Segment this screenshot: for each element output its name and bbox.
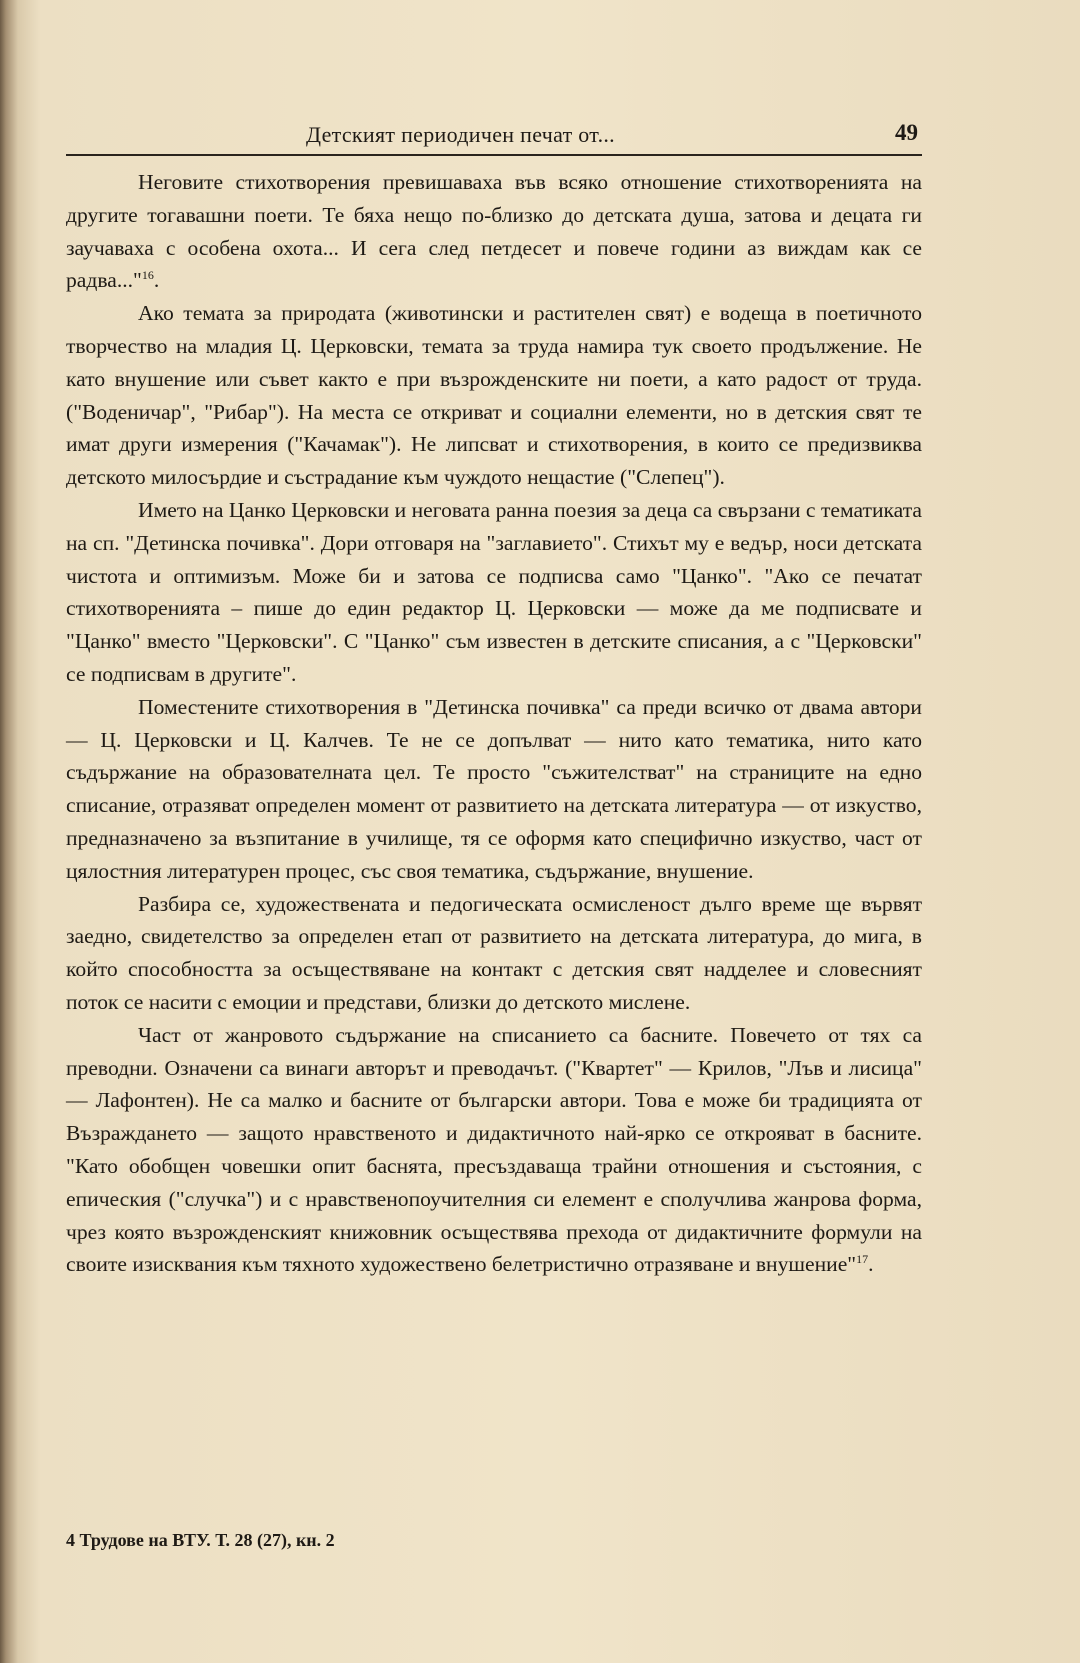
paragraph [66,166,922,297]
page-body [66,166,922,1281]
paragraph [66,691,922,888]
running-title: Детският периодичен печат от... [306,122,615,147]
paragraph-text: Поместените стихотворения в "Детинска почивка" са преди всичко от двама автори — Ц. Церковски и Ц. Калчев. Те не се допълват — нито като тематика, нито като съдържание на образователната цел. Те просто "съжителстват" на страниците на едно списание, отразяват определен момент от развитието на детската литература — от изкуство, предназначено за възпитание в училище, тя се оформя като специфично изкуство, част от цялостния литературен процес, със своя тематика, съдържание, внушение. [66,694,922,883]
paragraph [66,888,922,1019]
footnote-ref: 17 [856,1252,869,1267]
paragraph-text: Името на Цанко Церковски и неговата ранна поезия за деца са свързани с тематиката на сп. "Детинска почивка". Дори отговаря на "заглавието". Стихът му е ведър, носи детската чистота и оптимизъм. Може би и затова се подписва само "Цанко". "Ако се печатат стихотворенията – пише до един редактор Ц. Церковски — може да ме подписвате и "Цанко" вместо "Церковски". С "Цанко" съм известен в детските списания, а с "Церковски" се подписвам в другите". [66,497,922,686]
paragraph [66,1019,922,1281]
page-header [66,118,922,156]
paragraph-text: Част от жанровото съдържание на списанието са басните. Повечето от тях са преводни. Означени са винаги авторът и преводачът. ("Квартет" — Крилов, "Лъв и лисица" — Лафонтен). Не са малко и басните от български автори. Това е може би традицията от Възраждането — защото нравственото и дидактичното най-ярко се открояват в басните. "Като обобщен човешки опит баснята, пресъздаваща трайни отношения и състояния, с епическия ("случка") и с нравственопоучителния си елемент е сполучлива жанрова форма, чрез която възрожденският книжовник осъществява прехода от дидактичните формули на своите изисквания към тяхното художествено белетристично отразяване и внушение" [66,1022,922,1277]
page-footer: 4 Трудове на ВТУ. Т. 28 (27), кн. 2 [66,1530,335,1550]
paragraph [66,494,922,691]
paragraph-text: Разбира се, художествената и педогическата осмисленост дълго време ще вървят заедно, свидетелство за определен етап от развитието на детската литература, до мига, в който способността за осъществяване на контакт с детския свят надделее и словесният поток се насити с емоции и представи, близки до детското мислене. [66,891,922,1014]
paragraph-text: Ако темата за природата (животински и растителен свят) е водеща в поетичното творчество на младия Ц. Церковски, темата за труда намира тук своето продължение. Не като внушение или съвет както е при възрожденските ни поети, а като радост от труда. ("Воденичар", "Рибар"). На места се откриват и социални елементи, но в детския свят те имат други измерения ("Качамак"). Не липсват и стихотворения, в които се предизвиква детското милосърдие и състрадание към чуждото нещастие ("Слепец"). [66,301,922,490]
paragraph-end: . [868,1252,874,1277]
footnote-ref: 16 [141,268,154,283]
paragraph-end: . [153,268,160,293]
page-number: 49 [895,120,918,145]
paragraph-text: Неговите стихотворения превишаваха във всяко отношение стихотворенията на другите тогавашни поети. Те бяха нещо по-близко до детската душа, затова и децата ги заучаваха с особена охота... И сега след петдесет и повече години аз виждам как се радва..." [66,170,922,293]
paragraph [66,297,922,494]
